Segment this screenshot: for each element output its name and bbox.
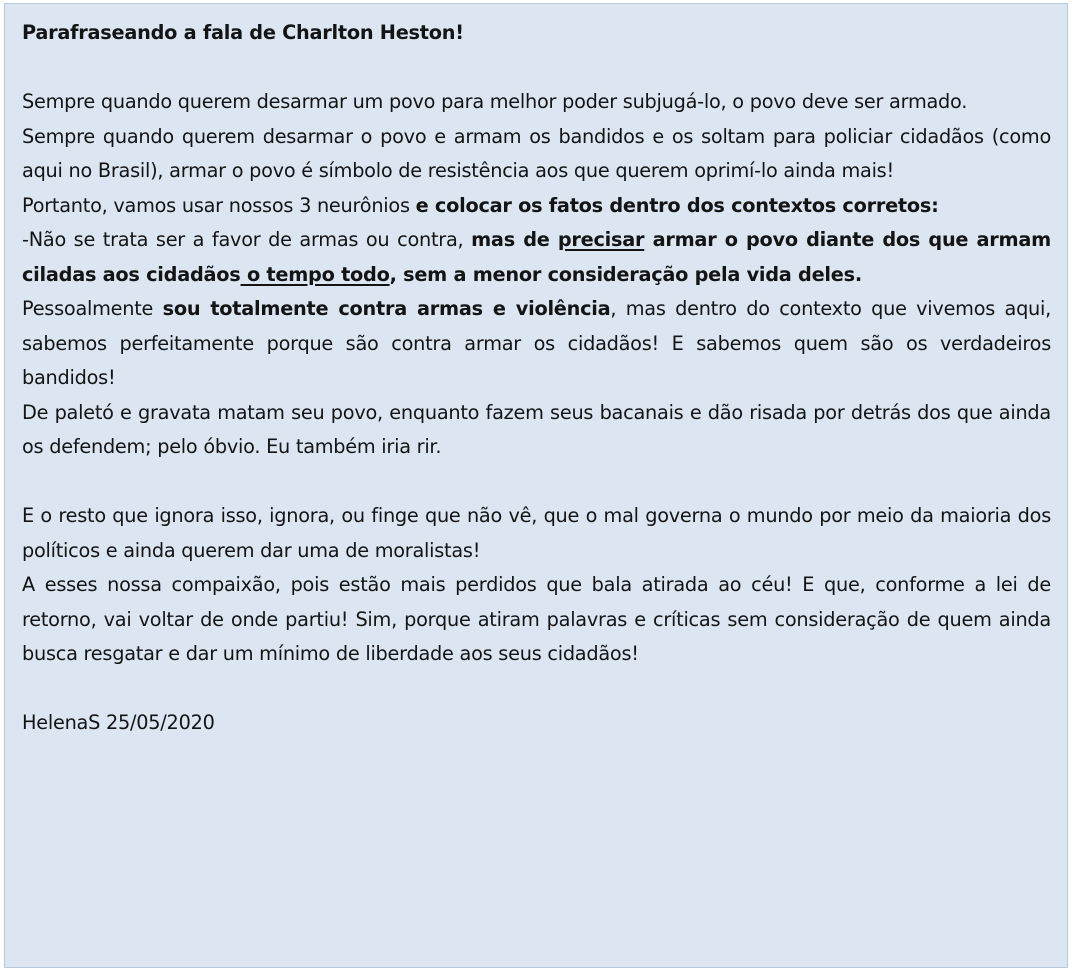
paragraph-5-text-2: , mas dentro do contexto que vivemos aqui, sabemos perfeitamente porque são contra armar os cidadãos! E sabemos quem são os verdadeiros bandidos!	[22, 297, 1052, 389]
title: Parafraseando a fala de Charlton Heston!	[22, 21, 464, 44]
blank-line	[22, 465, 1051, 500]
paragraph-4-text: -Não se trata ser a favor de armas ou contra,	[22, 228, 472, 251]
paragraph-5-bold: sou totalmente contra armas e violência	[162, 297, 611, 320]
paragraph-4-bold-3: , sem a menor consideração pela vida deles.	[389, 262, 862, 286]
paragraph-6: De paletó e gravata matam seu povo, enquanto fazem seus bacanais e dão risada por detrás dos que ainda os defendem; pelo óbvio. Eu também iria rir.	[22, 400, 1051, 458]
paragraph-4-bold-1: mas de	[471, 228, 558, 251]
blank-line	[22, 51, 1051, 86]
paragraph-3-bold: e colocar os fatos dentro dos contextos corretos:	[415, 193, 939, 217]
blank-line	[22, 672, 1051, 707]
text-box	[4, 3, 1068, 968]
signature: HelenaS 25/05/2020	[22, 711, 215, 734]
paragraph-5	[22, 292, 1051, 396]
paragraph-5-text-1: Pessoalmente	[22, 297, 163, 320]
paragraph-4-underlined-2: o tempo todo	[240, 262, 390, 286]
paragraph-4-bold-2: armar o povo diante dos que armam ciladas aos cidadãos	[22, 228, 1051, 286]
paragraph-3-text: Portanto, vamos usar nossos 3 neurônios	[22, 193, 416, 217]
paragraph-8: A esses nossa compaixão, pois estão mais perdidos que bala atirada ao céu! E que, conforme a lei de retorno, vai voltar de onde partiu! Sim, porque atiram palavras e críticas sem consideração de quem ainda busca resgatar e dar um mínimo de liberdade aos seus cidadãos!	[22, 573, 1051, 665]
paragraph-1: Sempre quando querem desarmar um povo para melhor poder subjugá-lo, o povo deve ser armado.	[22, 90, 968, 113]
paragraph-2: Sempre quando querem desarmar o povo e armam os bandidos e os soltam para policiar cidadãos (como aqui no Brasil), armar o povo é símbolo de resistência aos que querem oprimí-lo ainda mais!	[22, 124, 1051, 182]
paragraph-4	[22, 223, 1051, 292]
paragraph-4-underlined-1: precisar	[557, 228, 645, 251]
paragraph-3	[22, 189, 1051, 224]
paragraph-7: E o resto que ignora isso, ignora, ou finge que não vê, que o mal governa o mundo por meio da maioria dos políticos e ainda querem dar uma de moralistas!	[22, 504, 1051, 562]
